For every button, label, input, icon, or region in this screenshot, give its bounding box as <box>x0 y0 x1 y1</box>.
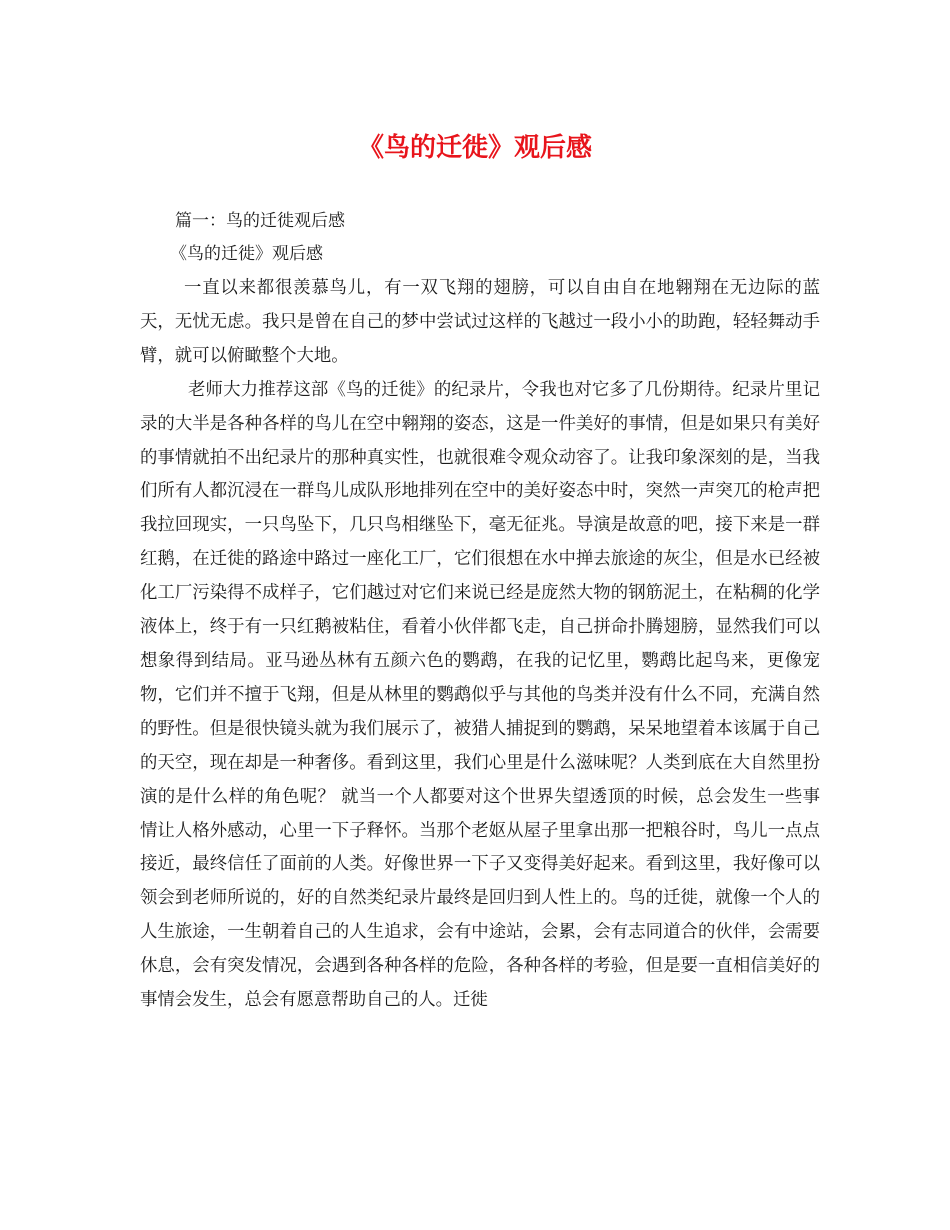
paragraph-1: 一直以来都很羡慕鸟儿，有一双飞翔的翅膀，可以自由自在地翱翔在无边际的蓝天，无忧无虑。我只是曾在自己的梦中尝试过这样的飞越过一段小小的助跑，轻轻舞动手臂，就可以俯瞰整个大地。 <box>140 278 820 366</box>
section-heading: 篇一：鸟的迁徙观后感 <box>175 211 345 231</box>
essay-subtitle: 《鸟的迁徙》观后感 <box>170 244 323 264</box>
essay-body <box>140 272 820 1018</box>
paragraph-2: 老师大力推荐这部《鸟的迁徙》的纪录片，令我也对它多了几份期待。纪录片里记录的大半是各种各样的鸟儿在空中翱翔的姿态，这是一件美好的事情，但是如果只有美好的事情就拍不出纪录片的那种真实性，也就很难令观众动容了。让我印象深刻的是，当我们所有人都沉浸在一群鸟儿成队形地排列在空中的美好姿态中时，突然一声突兀的枪声把我拉回现实，一只鸟坠下，几只鸟相继坠下，毫无征兆。导演是故意的吧，接下来是一群红鹅，在迁徙的路途中路过一座化工厂，它们很想在水中掸去旅途的灰尘，但是水已经被化工厂污染得不成样子，它们越过对它们来说已经是庞然大物的钢筋泥土，在粘稠的化学液体上，终于有一只红鹅被粘住，看着小伙伴都飞走，自己拼命扑腾翅膀，显然我们可以想象得到结局。亚马逊丛林有五颜六色的鹦鹉，在我的记忆里，鹦鹉比起鸟来，更像宠物，它们并不擅于飞翔，但是从林里的鹦鹉似乎与其他的鸟类并没有什么不同，充满自然的野性。但是很快镜头就为我们展示了，被猎人捕捉到的鹦鹉，呆呆地望着本该属于自己的天空，现在却是一种奢侈。看到这里，我们心里是什么滋味呢？人类到底在大自然里扮演的是什么样的角色呢？ 就当一个人都要对这个世界失望透顶的时候，总会发生一些事情让人格外感动，心里一下子释怀。当那个老妪从屋子里拿出那一把粮谷时，鸟儿一点点接近，最终信任了面前的人类。好像世界一下子又变得美好起来。看到这里，我好像可以领会到老师所说的，好的自然类纪录片最终是回归到人性上的。鸟的迁徙，就像一个人的人生旅途，一生朝着自己的人生追求，会有中途站，会累，会有志同道合的伙伴，会需要休息，会有突发情况，会遇到各种各样的危险，各种各样的考验，但是要一直相信美好的事情会发生，总会有愿意帮助自己的人。迁徙 <box>140 379 820 1011</box>
document-title: 《鸟的迁徙》观后感 <box>357 133 592 163</box>
